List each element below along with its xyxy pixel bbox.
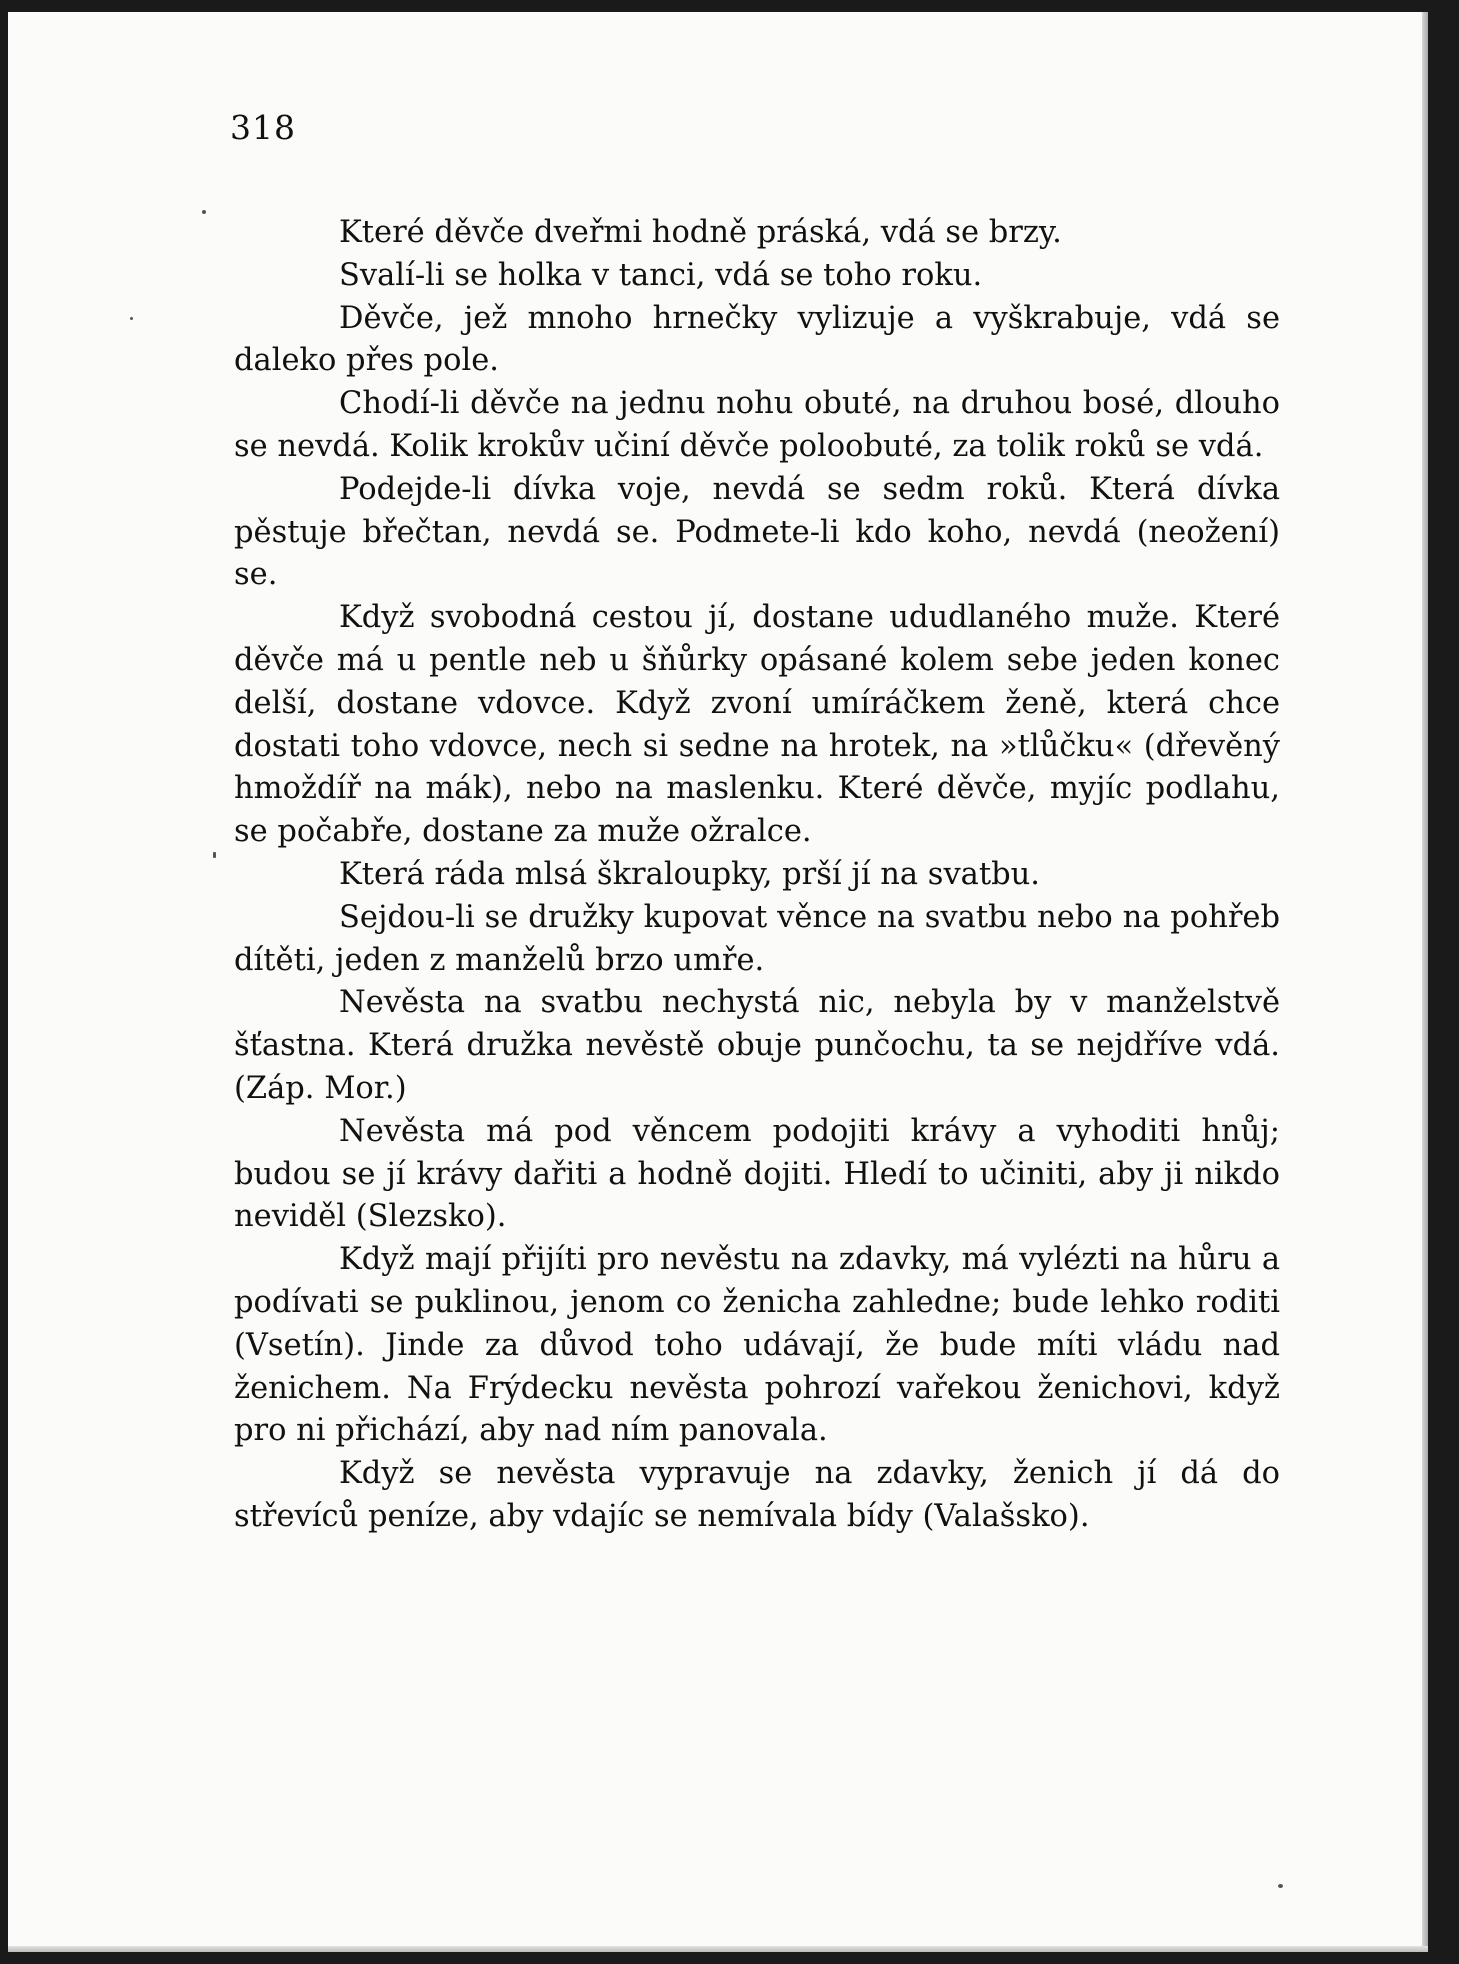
paragraph: Děvče, jež mnoho hrnečky vylizuje a vyškrabuje, vdá se daleko přes pole. xyxy=(234,300,1280,379)
page-number: 318 xyxy=(230,108,296,147)
paper-speck xyxy=(1278,1884,1283,1888)
paragraph: Nevěsta na svatbu nechystá nic, nebyla by v manželstvě šťastna. Která družka nevěstě obuje punčochu, ta se nejdříve vdá. (Záp. Mor.) xyxy=(234,985,1280,1106)
paragraph: Které děvče dveřmi hodně práská, vdá se brzy. xyxy=(339,215,1062,250)
paragraph: Když svobodná cestou jí, dostane ududlaného muže. Které děvče má u pentle neb u šňůrky opásané kolem sebe jeden konec delší, dostane vdovce. Když zvoní umíráčkem ženě, která chce dostati toho vdovce, nech si sedne na hrotek, na »tlůčku« (dřevěný hmoždíř na mák), nebo na maslenku. Které děvče, myjíc podlahu, se počabře, dostane za muže ožralce. xyxy=(234,600,1280,850)
paragraph: Podejde-li dívka voje, nevdá se sedm roků. Která dívka pěstuje břečtan, nevdá se. Podmete-li kdo koho, nevdá (neožení) se. xyxy=(234,471,1280,593)
paragraph: Chodí-li děvče na jednu nohu obuté, na druhou bosé, dlouho se nevdá. Kolik krokův učiní děvče poloobuté, za tolik roků se vdá. xyxy=(234,386,1280,464)
paragraph: Když se nevěsta vypravuje na zdavky, ženich jí dá do střevíců peníze, aby vdajíc se nemívala bídy (Valašsko). xyxy=(234,1456,1280,1534)
paragraph: Sejdou-li se družky kupovat věnce na svatbu nebo na pohřeb dítěti, jeden z manželů brzo umře. xyxy=(234,899,1280,978)
paragraph: Nevěsta má pod věncem podojiti krávy a vyhoditi hnůj; budou se jí krávy dařiti a hodně dojiti. Hledí to učiniti, aby ji nikdo neviděl (Slezsko). xyxy=(234,1113,1280,1235)
paper-speck xyxy=(213,852,216,858)
body-text xyxy=(234,212,1280,1539)
paper-speck xyxy=(130,317,133,320)
paper-speck xyxy=(202,210,206,214)
book-page xyxy=(8,12,1428,1952)
page-edge-bottom xyxy=(8,1946,1428,1952)
paragraph: Svalí-li se holka v tanci, vdá se toho roku. xyxy=(339,257,983,293)
page-edge-right xyxy=(1422,12,1428,1952)
paragraph: Která ráda mlsá škraloupky, prší jí na svatbu. xyxy=(339,856,1040,892)
paragraph: Když mají přijíti pro nevěstu na zdavky, má vylézti na hůru a podívati se puklinou, jenom co ženicha zahledne; bude lehko roditi (Vsetín). Jinde za důvod toho udávají, že bude míti vládu nad ženichem. Na Frýdecku nevěsta pohrozí vařekou ženichovi, když pro ni přichází, aby nad ním panovala. xyxy=(234,1242,1280,1449)
